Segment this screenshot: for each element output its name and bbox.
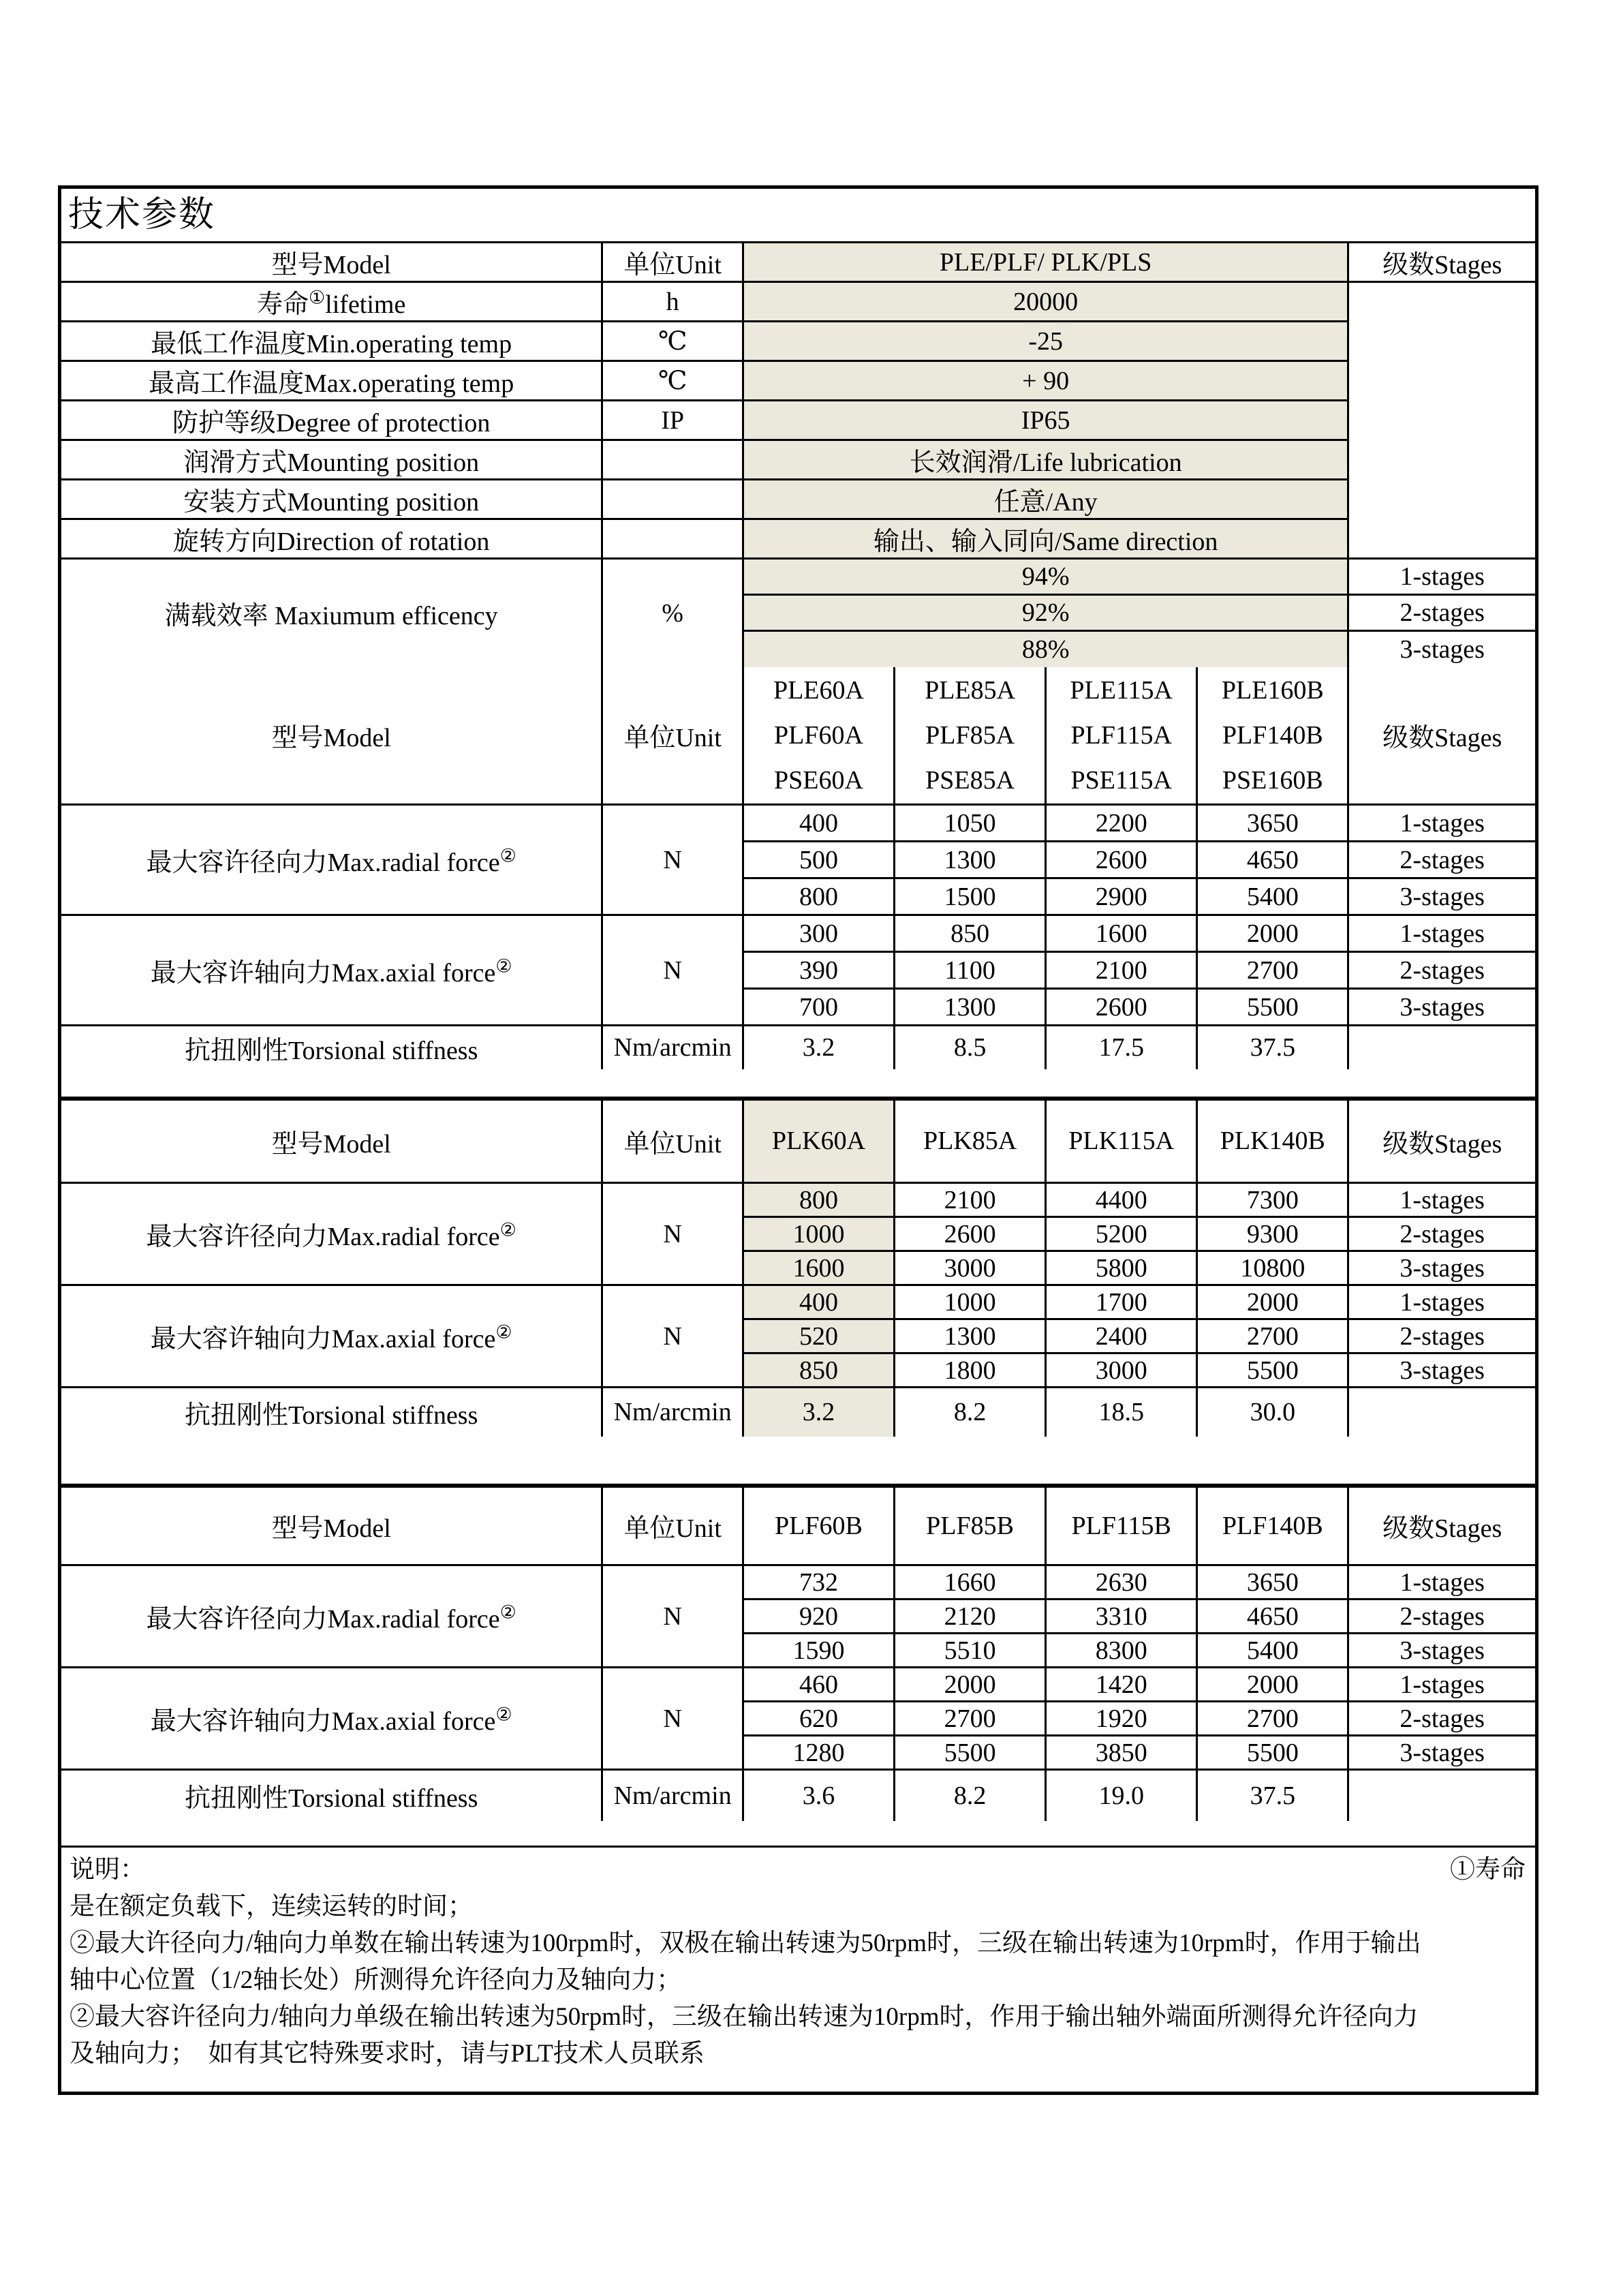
table-header-row (61, 243, 1535, 282)
value-cell: 5200 (1046, 1217, 1197, 1251)
value-cell: 700 (743, 989, 894, 1026)
value-cell: 1100 (895, 952, 1046, 989)
stiffness-label: 抗扭刚性Torsional stiffness (61, 1770, 602, 1821)
value-cell: 1000 (743, 1217, 894, 1251)
value-cell: 2700 (1197, 952, 1348, 989)
model-column-header: PLK85A (895, 1101, 1046, 1183)
unit-cell: ℃ (602, 361, 743, 401)
model-table-plfb (61, 1488, 1535, 1821)
value-cell: 2630 (1046, 1565, 1197, 1599)
value-cell: -25 (743, 322, 1348, 361)
unit-cell: N (602, 1183, 743, 1285)
value-cell: 9300 (1197, 1217, 1348, 1251)
lifetime-label (61, 282, 602, 322)
stage-cell: 2-stages (1348, 1599, 1535, 1634)
value-cell: 1300 (895, 989, 1046, 1026)
axial-row (61, 1285, 1535, 1319)
value-cell: 2100 (1046, 952, 1197, 989)
value-cell: 5500 (1197, 1353, 1348, 1388)
radial-force-label: 最大容许径向力Max.radial force② (61, 805, 602, 915)
model-column-header: PLF85B (895, 1488, 1046, 1565)
value-cell: 2600 (895, 1217, 1046, 1251)
stage-cell: 2-stages (1348, 1217, 1535, 1251)
footnote-mark: ② (499, 1219, 516, 1240)
table-row (61, 282, 1535, 322)
model-column-header: PLE115A PLF115A PSE115A (1046, 667, 1197, 805)
value-cell: 3650 (1197, 805, 1348, 842)
value-cell: 1800 (895, 1353, 1046, 1388)
value-cell: 8300 (1046, 1634, 1197, 1668)
model-header-label: 型号Model (61, 1101, 602, 1183)
general-params-table (61, 243, 1535, 667)
axial-force-label: 最大容许轴向力Max.axial force② (61, 915, 602, 1026)
unit-header-label: 单位Unit (602, 243, 743, 282)
value-cell: 1600 (743, 1251, 894, 1285)
value-cell: 5500 (1197, 989, 1348, 1026)
value-cell: 1600 (1046, 915, 1197, 952)
stiffness-row (61, 1026, 1535, 1069)
value-cell: 1000 (895, 1285, 1046, 1319)
unit-cell: ℃ (602, 322, 743, 361)
value-cell: 7300 (1197, 1183, 1348, 1217)
value-cell: 1700 (1046, 1285, 1197, 1319)
value-cell: 92% (743, 595, 1348, 631)
value-cell: 5400 (1197, 1634, 1348, 1668)
model-column-header: PLK140B (1197, 1101, 1348, 1183)
footnote-mark: ② (499, 1602, 516, 1623)
stage-cell: 2-stages (1348, 952, 1535, 989)
stage-cell: 1-stages (1348, 1183, 1535, 1217)
notes-line: ②最大容许径向力/轴向力单级在输出转速为50rpm时，三级在输出转速为10rpm时，作用于输出轴外端面所测得允许径向力 (69, 2002, 1419, 2031)
model-table-ple (61, 667, 1535, 1069)
table-header-row (61, 1101, 1535, 1183)
value-cell: 620 (743, 1702, 894, 1736)
stages-header-label: 级数Stages (1348, 1101, 1535, 1183)
stage-cell-empty (1348, 1770, 1535, 1821)
value-cell: 300 (743, 915, 894, 952)
protection-label: 防护等级Degree of protection (61, 401, 602, 440)
value-cell: 800 (743, 1183, 894, 1217)
table-spacer (61, 1437, 1535, 1488)
value-cell: 1280 (743, 1736, 894, 1770)
value-cell: 37.5 (1197, 1770, 1348, 1821)
footnote-mark: ① (308, 287, 326, 308)
stage-cell: 1-stages (1348, 1565, 1535, 1599)
stage-cell: 2-stages (1348, 842, 1535, 878)
value-cell: + 90 (743, 361, 1348, 401)
stage-cell: 3-stages (1348, 878, 1535, 915)
stages-header-label: 级数Stages (1348, 1488, 1535, 1565)
unit-cell: N (602, 1285, 743, 1388)
axial-force-label: 最大容许轴向力Max.axial force② (61, 1285, 602, 1388)
stages-empty-cell (1348, 282, 1535, 559)
table-row (61, 440, 1535, 480)
value-cell: 长效润滑/Life lubrication (743, 440, 1348, 480)
axial-force-label: 最大容许轴向力Max.axial force② (61, 1668, 602, 1770)
table-row (61, 361, 1535, 401)
value-cell: IP65 (743, 401, 1348, 440)
value-cell: 1660 (895, 1565, 1046, 1599)
model-header-label: 型号Model (61, 1488, 602, 1565)
value-cell: 460 (743, 1668, 894, 1702)
value-cell: 88% (743, 631, 1348, 667)
efficiency-unit: % (602, 559, 743, 667)
value-cell: 37.5 (1197, 1026, 1348, 1069)
value-cell: 2700 (1197, 1702, 1348, 1736)
footnote-mark: ② (495, 955, 512, 977)
model-column-header: PLK115A (1046, 1101, 1197, 1183)
table-spacer (61, 1069, 1535, 1101)
stage-cell: 3-stages (1348, 1634, 1535, 1668)
unit-cell: Nm/arcmin (602, 1026, 743, 1069)
value-cell: 1500 (895, 878, 1046, 915)
model-header-label: 型号Model (61, 243, 602, 282)
lubrication-label: 润滑方式Mounting position (61, 440, 602, 480)
radial-force-label: 最大容许径向力Max.radial force② (61, 1565, 602, 1668)
value-cell: 1920 (1046, 1702, 1197, 1736)
model-column-header: PLF140B (1197, 1488, 1348, 1565)
unit-cell-empty (602, 519, 743, 559)
stage-cell: 1-stages (1348, 1668, 1535, 1702)
model-column-header: PLF60B (743, 1488, 894, 1565)
radial-row (61, 1183, 1535, 1217)
value-cell: 400 (743, 805, 894, 842)
unit-cell: N (602, 1668, 743, 1770)
value-cell: 3000 (1046, 1353, 1197, 1388)
value-cell: 任意/Any (743, 480, 1348, 519)
value-cell: 4650 (1197, 842, 1348, 878)
stiffness-row (61, 1770, 1535, 1821)
notes-line: 轴中心位置（1/2轴长处）所测得允许径向力及轴向力； (69, 1965, 682, 1994)
value-cell: 3.2 (743, 1026, 894, 1069)
radial-force-label: 最大容许径向力Max.radial force② (61, 1183, 602, 1285)
value-cell: 920 (743, 1599, 894, 1634)
table-row (61, 401, 1535, 440)
stage-cell: 2-stages (1348, 595, 1535, 631)
footnote-mark: ② (495, 1321, 512, 1343)
series-header-cell: PLE/PLF/ PLK/PLS (743, 243, 1348, 282)
value-cell: 3650 (1197, 1565, 1348, 1599)
value-cell: 输出、输入同向/Same direction (743, 519, 1348, 559)
value-cell: 3000 (895, 1251, 1046, 1285)
value-cell: 2000 (895, 1668, 1046, 1702)
value-cell: 2000 (1197, 915, 1348, 952)
label-en: lifetime (325, 290, 406, 319)
max-temp-label: 最高工作温度Max.operating temp (61, 361, 602, 401)
value-cell: 800 (743, 878, 894, 915)
value-cell: 3.6 (743, 1770, 894, 1821)
value-cell: 5510 (895, 1634, 1046, 1668)
radial-row (61, 1565, 1535, 1599)
radial-row (61, 805, 1535, 842)
value-cell: 5500 (895, 1736, 1046, 1770)
unit-cell: N (602, 1565, 743, 1668)
stage-cell: 3-stages (1348, 1736, 1535, 1770)
value-cell: 4400 (1046, 1183, 1197, 1217)
stiffness-row (61, 1388, 1535, 1437)
stage-cell: 1-stages (1348, 1285, 1535, 1319)
value-cell: 30.0 (1197, 1388, 1348, 1437)
value-cell: 2200 (1046, 805, 1197, 842)
value-cell: 1590 (743, 1634, 894, 1668)
table-row (61, 519, 1535, 559)
stage-cell: 2-stages (1348, 1319, 1535, 1353)
efficiency-row (61, 559, 1535, 595)
unit-cell: N (602, 805, 743, 915)
stiffness-label: 抗扭刚性Torsional stiffness (61, 1388, 602, 1437)
unit-header-label: 单位Unit (602, 1101, 743, 1183)
model-column-header: PLE60A PLF60A PSE60A (743, 667, 894, 805)
min-temp-label: 最低工作温度Min.operating temp (61, 322, 602, 361)
value-cell: 5400 (1197, 878, 1348, 915)
stiffness-label: 抗扭刚性Torsional stiffness (61, 1026, 602, 1069)
value-cell: 2700 (1197, 1319, 1348, 1353)
stages-header-label: 级数Stages (1348, 667, 1535, 805)
footnote-mark: ② (499, 845, 516, 866)
table-row (61, 322, 1535, 361)
value-cell: 1420 (1046, 1668, 1197, 1702)
value-cell: 10800 (1197, 1251, 1348, 1285)
value-cell: 1300 (895, 842, 1046, 878)
value-cell: 2600 (1046, 842, 1197, 878)
unit-cell: IP (602, 401, 743, 440)
notes-line: 及轴向力； 如有其它特殊要求时，请与PLT技术人员联系 (69, 2039, 705, 2068)
unit-cell: h (602, 282, 743, 322)
notes-line: 是在额定负载下，连续运转的时间； (69, 1892, 473, 1920)
value-cell: 3310 (1046, 1599, 1197, 1634)
value-cell: 94% (743, 559, 1348, 595)
value-cell: 500 (743, 842, 894, 878)
value-cell: 4650 (1197, 1599, 1348, 1634)
value-cell: 2400 (1046, 1319, 1197, 1353)
value-cell: 17.5 (1046, 1026, 1197, 1069)
notes-footnote-ref: ①寿命 (1450, 1855, 1526, 1884)
stage-cell: 2-stages (1348, 1702, 1535, 1736)
stage-cell: 3-stages (1348, 631, 1535, 667)
value-cell: 2100 (895, 1183, 1046, 1217)
value-cell: 2000 (1197, 1668, 1348, 1702)
stage-cell: 3-stages (1348, 1251, 1535, 1285)
value-cell: 1050 (895, 805, 1046, 842)
value-cell: 2120 (895, 1599, 1046, 1634)
stages-header-label: 级数Stages (1348, 243, 1535, 282)
page-title: 技术参数 (61, 189, 1535, 243)
notes-heading-row (69, 1852, 1526, 1888)
value-cell: 8.5 (895, 1026, 1046, 1069)
value-cell: 850 (895, 915, 1046, 952)
value-cell: 8.2 (895, 1388, 1046, 1437)
notes-line: ②最大许径向力/轴向力单数在输出转速为100rpm时，双极在输出转速为50rpm时，三级在输出转速为10rpm时，作用于输出 (69, 1929, 1421, 1957)
stage-cell: 3-stages (1348, 989, 1535, 1026)
spec-document (58, 185, 1539, 2095)
model-header-label: 型号Model (61, 667, 602, 805)
unit-cell-empty (602, 440, 743, 480)
rotation-label: 旋转方向Direction of rotation (61, 519, 602, 559)
unit-cell-empty (602, 480, 743, 519)
model-column-header: PLE160B PLF140B PSE160B (1197, 667, 1348, 805)
value-cell: 732 (743, 1565, 894, 1599)
model-column-header: PLK60A (743, 1101, 894, 1183)
value-cell: 400 (743, 1285, 894, 1319)
stage-cell: 3-stages (1348, 1353, 1535, 1388)
model-column-header: PLF115B (1046, 1488, 1197, 1565)
table-header-row (61, 1488, 1535, 1565)
value-cell: 3850 (1046, 1736, 1197, 1770)
value-cell: 2000 (1197, 1285, 1348, 1319)
unit-cell: Nm/arcmin (602, 1770, 743, 1821)
value-cell: 2700 (895, 1702, 1046, 1736)
footnote-mark: ② (495, 1704, 512, 1725)
mounting-label: 安装方式Mounting position (61, 480, 602, 519)
unit-cell: Nm/arcmin (602, 1388, 743, 1437)
value-cell: 390 (743, 952, 894, 989)
notes-heading: 说明： (69, 1855, 145, 1884)
label-zh: 寿命 (256, 290, 309, 319)
efficiency-label: 满载效率 Maxiumum efficency (61, 559, 602, 667)
model-table-plk (61, 1101, 1535, 1437)
value-cell: 8.2 (895, 1770, 1046, 1821)
value-cell: 19.0 (1046, 1770, 1197, 1821)
notes-section (61, 1848, 1535, 2092)
axial-row (61, 915, 1535, 952)
table-row (61, 480, 1535, 519)
value-cell: 20000 (743, 282, 1348, 322)
stage-cell: 1-stages (1348, 915, 1535, 952)
stage-cell: 1-stages (1348, 805, 1535, 842)
value-cell: 18.5 (1046, 1388, 1197, 1437)
stage-cell-empty (1348, 1026, 1535, 1069)
value-cell: 2600 (1046, 989, 1197, 1026)
axial-row (61, 1668, 1535, 1702)
model-column-header: PLE85A PLF85A PSE85A (895, 667, 1046, 805)
unit-header-label: 单位Unit (602, 667, 743, 805)
value-cell: 2900 (1046, 878, 1197, 915)
value-cell: 850 (743, 1353, 894, 1388)
table-spacer (61, 1821, 1535, 1848)
value-cell: 5800 (1046, 1251, 1197, 1285)
value-cell: 5500 (1197, 1736, 1348, 1770)
stage-cell-empty (1348, 1388, 1535, 1437)
value-cell: 3.2 (743, 1388, 894, 1437)
unit-cell: N (602, 915, 743, 1026)
unit-header-label: 单位Unit (602, 1488, 743, 1565)
stage-cell: 1-stages (1348, 559, 1535, 595)
value-cell: 1300 (895, 1319, 1046, 1353)
value-cell: 520 (743, 1319, 894, 1353)
table-header-row (61, 667, 1535, 805)
